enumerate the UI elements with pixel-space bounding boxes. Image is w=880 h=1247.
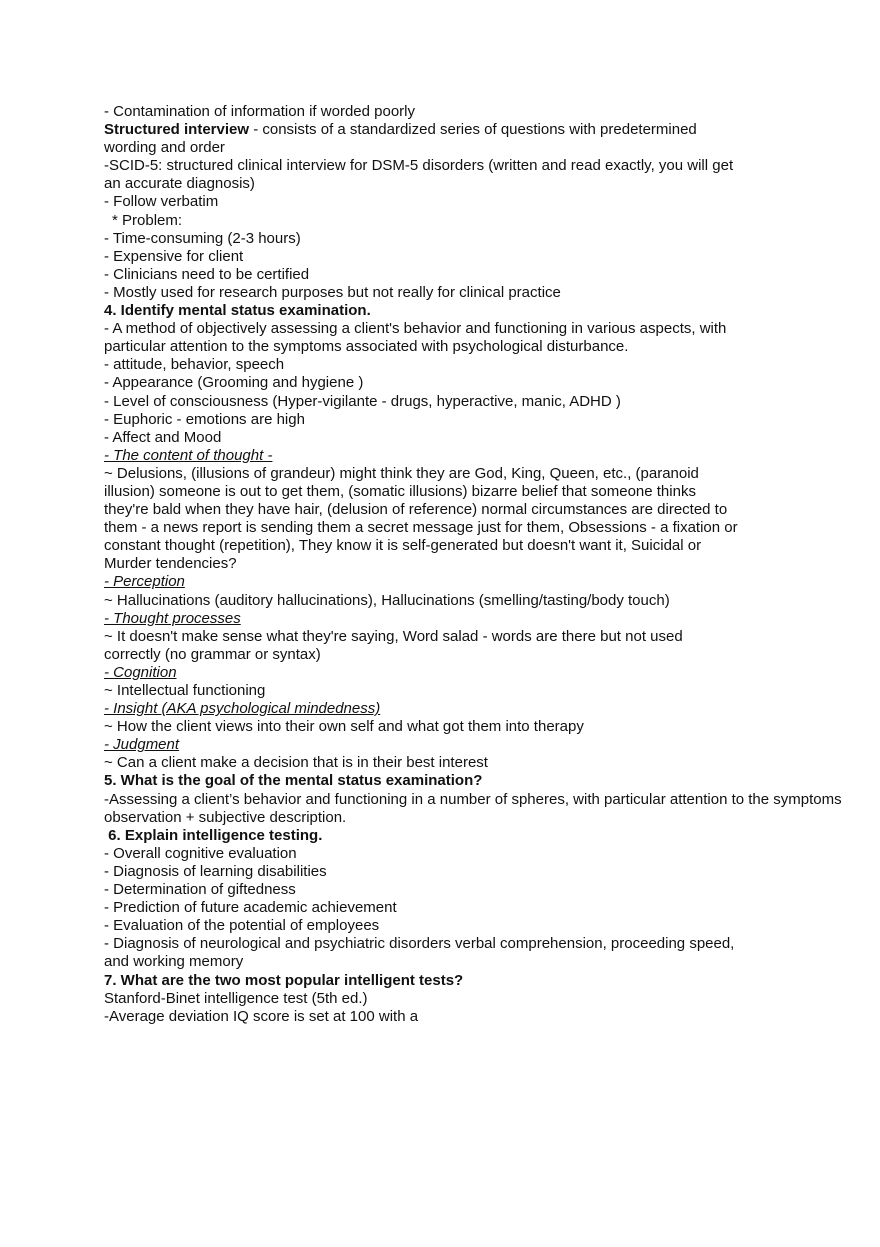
text-line: - Level of consciousness (Hyper-vigilante - drugs, hyperactive, manic, ADHD ) <box>104 392 621 410</box>
text-line: illusion) someone is out to get them, (somatic illusions) bizarre belief that someone thinks <box>104 482 696 500</box>
term-structured-interview: Structured interview <box>104 121 250 139</box>
subheading: - Perception <box>104 573 185 591</box>
subheading: - The content of thought - <box>104 446 273 464</box>
text-line: - Clinicians need to be certified <box>104 265 310 283</box>
text-line: correctly (no grammar or syntax) <box>104 645 321 663</box>
text-line: - Determination of giftedness <box>104 881 296 899</box>
text-line <box>104 736 880 754</box>
subheading: - Thought processes <box>104 609 241 627</box>
text-line: particular attention to the symptoms associated with psychological disturbance. <box>104 338 629 356</box>
document-page <box>104 103 880 1026</box>
text-line: - A method of objectively assessing a client's behavior and functioning in various aspects, with <box>104 320 727 338</box>
text-line <box>104 121 880 139</box>
text-line: - Expensive for client <box>104 247 244 265</box>
text-line: - Diagnosis of neurological and psychiatric disorders verbal comprehension, proceeding speed, <box>104 935 735 953</box>
text-line: and working memory <box>104 953 244 971</box>
question-heading: 7. What are the two most popular intelligent tests? <box>104 971 464 989</box>
text-line: ~ Hallucinations (auditory hallucinations), Hallucinations (smelling/tasting/body touch) <box>104 591 670 609</box>
text-line: - Time-consuming (2-3 hours) <box>104 229 301 247</box>
text-line: - Appearance (Grooming and hygiene ) <box>104 374 364 392</box>
question-heading: 6. Explain intelligence testing. <box>104 826 323 844</box>
text-line <box>104 664 880 682</box>
text-line: ~ Delusions, (illusions of grandeur) might think they are God, King, Queen, etc., (paranoid <box>104 464 699 482</box>
text-line: wording and order <box>104 139 225 157</box>
text-line: -SCID-5: structured clinical interview for DSM-5 disorders (written and read exactly, you will get <box>104 157 734 175</box>
text-line: - Euphoric - emotions are high <box>104 410 305 428</box>
text-line <box>104 700 880 718</box>
text-line: -Average deviation IQ score is set at 100 with a <box>104 1007 419 1025</box>
text-line: them - a news report is sending them a secret message just for them, Obsessions - a fixation or <box>104 519 738 537</box>
text-line <box>104 573 880 591</box>
question-heading: 4. Identify mental status examination. <box>104 302 371 320</box>
text-line: - attitude, behavior, speech <box>104 356 285 374</box>
text-line: - Follow verbatim <box>104 193 219 211</box>
text-line: * Problem: <box>112 211 183 229</box>
text-line: - Contamination of information if worded poorly <box>104 103 415 120</box>
subheading: - Judgment <box>104 736 180 754</box>
text-line: observation + subjective description. <box>104 808 347 826</box>
text-line: -Assessing a client’s behavior and functioning in a number of spheres, with particular attention to the symptoms <box>104 790 842 808</box>
text-line: an accurate diagnosis) <box>104 175 255 193</box>
definition-text: - consists of a standardized series of questions with predetermined <box>249 121 697 139</box>
text-line: - Diagnosis of learning disabilities <box>104 862 327 880</box>
text-line: ~ Can a client make a decision that is in their best interest <box>104 754 488 772</box>
text-line: - Mostly used for research purposes but not really for clinical practice <box>104 283 561 301</box>
subheading: - Insight (AKA psychological mindedness) <box>104 700 381 718</box>
text-line: ~ Intellectual functioning <box>104 682 266 699</box>
text-line: Murder tendencies? <box>104 555 237 573</box>
text-line: - Prediction of future academic achievement <box>104 899 397 917</box>
text-line: - Evaluation of the potential of employees <box>104 917 380 935</box>
question-heading: 5. What is the goal of the mental status examination? <box>104 772 483 790</box>
text-line <box>104 610 880 628</box>
text-line: - Affect and Mood <box>104 428 222 446</box>
text-line: Stanford-Binet intelligence test (5th ed.) <box>104 989 368 1007</box>
text-line: - Overall cognitive evaluation <box>104 844 297 862</box>
subheading: - Cognition <box>104 663 177 681</box>
text-line: constant thought (repetition), They know it is self-generated but doesn't want it, Suicidal or <box>104 537 702 555</box>
text-line <box>104 447 880 465</box>
text-line: ~ It doesn't make sense what they're saying, Word salad - words are there but not used <box>104 627 683 645</box>
text-line: they're bald when they have hair, (delusion of reference) normal circumstances are directed to <box>104 501 728 519</box>
text-line: ~ How the client views into their own self and what got them into therapy <box>104 718 584 736</box>
